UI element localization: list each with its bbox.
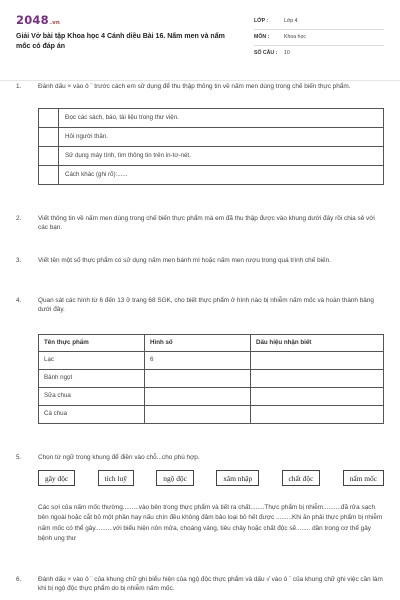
table-row <box>39 147 384 166</box>
question-text: Quan sát các hình từ 6 đến 13 ở trang 68 SGK, cho biết thực phẩm ở hình nào bị nhiễm nấm mốc và hoàn thành bảng dưới đây. <box>38 297 374 314</box>
table-cell: Lạc <box>39 352 145 370</box>
table-cell[interactable] <box>251 370 384 388</box>
q1-options-table <box>38 108 384 185</box>
word-chip[interactable]: tích luỹ <box>98 470 134 486</box>
checkbox-cell[interactable] <box>39 147 59 166</box>
question-4 <box>16 296 384 315</box>
question-6 <box>16 575 384 594</box>
table-cell[interactable]: 6 <box>145 352 251 370</box>
question-1 <box>16 82 384 91</box>
question-5 <box>16 453 384 462</box>
fill-in-paragraph: Các sợi của nấm mốc thường.........vào bên trong thực phẩm và tiết ra chất........Thực phẩm bị nhiễm..........đã rửa sạch bên ngoài hoặc cắt bỏ một phần hay nấu chín đều không đảm bảo loại bỏ hết được .........Khi ăn phải thực phẩm bị nhiễm nấm mốc có thể gây..........với biểu hiện nôn mửa, choáng váng, tiêu chảy hoặc chất độc sẽ........ dần trong cơ thể gây bệnh ung thư <box>38 504 383 542</box>
option-text: Đọc các sách, báo, tài liệu trong thư viện. <box>59 109 384 128</box>
table-cell: Cà chua <box>39 406 145 424</box>
meta-value: Lớp 4 <box>284 17 298 24</box>
question-text: Đánh dấu × vào ô ¨ của khung chữ ghi biểu hiện của ngộ độc thực phẩm và dấu √ vào ô ¨ của khung chữ ghi việc cần làm khi bị ngộ độc thực phẩm do bị nhiễm nấm mốc. <box>38 576 383 593</box>
document-title: Giải Vở bài tập Khoa học 4 Cánh diều Bài 16. Nấm men và nấm mốc có đáp án <box>16 33 225 51</box>
column-header: Hình số <box>145 335 251 352</box>
site-logo[interactable] <box>16 12 60 29</box>
word-chip[interactable]: gây độc <box>38 470 75 486</box>
meta-info <box>254 14 384 62</box>
table-cell[interactable] <box>251 352 384 370</box>
q4-food-table <box>38 334 384 424</box>
meta-key: LỚP : <box>254 17 269 24</box>
table-row <box>39 388 384 406</box>
table-cell[interactable] <box>145 388 251 406</box>
meta-row-question-count <box>254 46 384 62</box>
table-row <box>39 109 384 128</box>
logo-suffix: .vn <box>49 20 61 26</box>
question-text: Viết thông tin về nấm men dùng trong chế biến thực phẩm mà em đã thu thập được vào khung dưới đây rồi chia sẻ với các bạn. <box>38 215 375 232</box>
meta-row-grade <box>254 14 384 30</box>
question-number: 2. <box>16 215 22 222</box>
question-number: 6. <box>16 576 22 583</box>
meta-row-subject <box>254 30 384 46</box>
meta-key: MÔN : <box>254 33 270 40</box>
word-bank <box>38 470 384 486</box>
option-text: Cách khác (ghi rõ):...... <box>59 166 384 185</box>
question-text: Đánh dấu × vào ô ¨ trước cách em sử dụng để thu thập thông tin về nấm men dùng trong chế biến thực phẩm. <box>38 83 351 90</box>
meta-value: 10 <box>284 50 290 57</box>
table-cell[interactable] <box>251 388 384 406</box>
word-chip[interactable]: xâm nhập <box>216 470 259 486</box>
checkbox-cell[interactable] <box>39 128 59 147</box>
table-cell[interactable] <box>251 406 384 424</box>
question-2 <box>16 214 384 233</box>
column-header: Tên thực phẩm <box>39 335 145 352</box>
table-row <box>39 406 384 424</box>
meta-key: SỐ CÂU : <box>254 50 278 57</box>
word-chip[interactable]: ngộ độc <box>156 470 194 486</box>
table-row <box>39 352 384 370</box>
option-text: Sử dụng máy tính, tìm thông tin trên in-tơ-nét. <box>59 147 384 166</box>
table-cell: Bánh ngọt <box>39 370 145 388</box>
option-text: Hỏi người thân. <box>59 128 384 147</box>
table-row <box>39 370 384 388</box>
logo-text: 2048 <box>16 13 49 27</box>
question-number: 5. <box>16 454 22 461</box>
question-number: 3. <box>16 257 22 264</box>
table-row <box>39 128 384 147</box>
header-divider <box>0 80 400 81</box>
checkbox-cell[interactable] <box>39 109 59 128</box>
word-chip[interactable]: chất độc <box>282 470 321 486</box>
table-header-row <box>39 335 384 352</box>
table-cell[interactable] <box>145 370 251 388</box>
column-header: Dấu hiệu nhận biết <box>251 335 384 352</box>
question-text: Viết tên một số thực phẩm có sử dụng nấm men bánh mì hoặc nấm men rượu trong quá trình chế biến. <box>38 257 331 264</box>
question-number: 1. <box>16 83 22 90</box>
meta-value: Khoa học <box>284 33 306 40</box>
document-header <box>16 12 384 74</box>
question-text: Chọn từ ngữ trong khung để điền vào chỗ...cho phù hợp. <box>38 454 200 461</box>
table-cell: Sữa chua <box>39 388 145 406</box>
checkbox-cell[interactable] <box>39 166 59 185</box>
question-3 <box>16 256 384 265</box>
table-cell[interactable] <box>145 406 251 424</box>
table-row <box>39 166 384 185</box>
word-chip[interactable]: nấm mốc <box>343 470 384 486</box>
question-number: 4. <box>16 297 22 304</box>
